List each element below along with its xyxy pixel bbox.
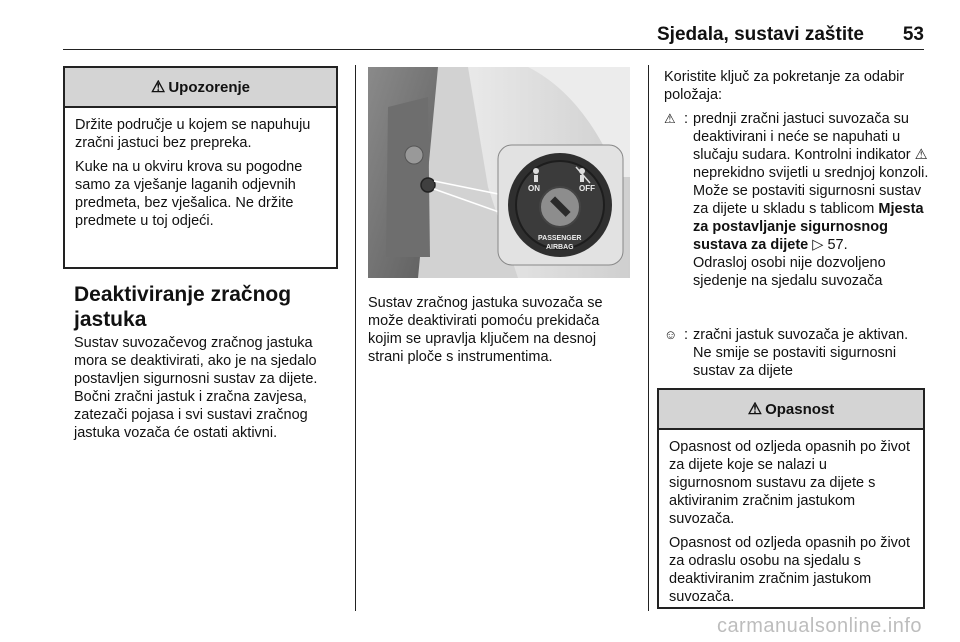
figure-caption: Sustav zračnog jastuka suvozača se može deaktivirati pomoću prekidača kojim se upravlja ključem na desnoj strani ploče s instrumentima. <box>368 295 603 365</box>
list-colon: : <box>683 327 689 343</box>
list-item-airbag-on <box>664 326 930 380</box>
danger-paragraph: Opasnost od ozljeda opasnih po život za odraslu osobu na sjedalu s deaktiviranim zračnim jastukom suvozača. <box>669 535 911 605</box>
section-heading: Deaktiviranje zračnog jastuka <box>74 283 292 331</box>
danger-box <box>657 388 925 609</box>
page-number: 53 <box>902 24 924 45</box>
header-rule <box>63 49 924 50</box>
item-text-after: Odrasloj osobi nije dozvoljeno sjedenje na sjedalu suvozača <box>693 255 886 289</box>
list-item-airbag-off <box>664 110 930 290</box>
warning-triangle-icon: ⚠ <box>747 401 763 418</box>
cross-reference-link[interactable]: Mjesta za postavljanje sigurnosnog sustava za dijete <box>693 201 924 253</box>
airbag-switch-illustration <box>368 67 630 278</box>
airbag-switch-figure <box>368 67 630 278</box>
warning-box <box>63 66 338 269</box>
list-colon: : <box>683 111 689 127</box>
warning-paragraph: Držite područje u kojem se napuhuju zračni jastuci bez prepreka. <box>75 117 311 151</box>
airbag-on-icon: ☺ <box>664 327 678 342</box>
list-item-text: zračni jastuk suvozača je aktivan. Ne smije se postaviti sigurnosni sustav za dijete <box>693 327 909 379</box>
item-text-before: prednji zračni jastuci suvozača su deaktivirani i neće se napuhati u slučaju sudara. Kontrolni indikator <box>693 111 911 163</box>
switch-label-passenger: PASSENGER <box>538 235 582 242</box>
warning-triangle-icon: ⚠ <box>150 79 166 96</box>
column-divider-left <box>355 65 356 611</box>
page-header <box>0 0 960 50</box>
header-title: Sjedala, sustavi zaštite <box>657 24 864 45</box>
indicator-airbag-off-icon: ⚠ <box>914 147 928 163</box>
section-body: Sustav suvozačevog zračnog jastuka mora se deaktivirati, ako je na sjedalo postavljen sigurnosni sustav za dijete. Bočni zračni jastuk i zračna zavjesa, zatezači pojasa i svi sustavi zračnog jastuka vozača će ostati aktivni. <box>74 335 318 441</box>
page-ref-arrow-icon: ▷ <box>812 237 824 253</box>
switch-label-on: ON <box>528 184 540 193</box>
list-item-text <box>693 110 930 290</box>
danger-box-body <box>659 430 923 618</box>
column-divider-right <box>648 65 649 611</box>
watermark: carmanualsonline.info <box>716 615 922 637</box>
page-reference[interactable]: 57. <box>827 237 848 253</box>
airbag-off-icon: ⚠ <box>664 111 676 126</box>
danger-box-header <box>659 390 923 430</box>
danger-box-title: Opasnost <box>765 400 835 418</box>
right-intro: Koristite ključ za pokretanje za odabir položaja: <box>664 69 905 103</box>
warning-box-title: Upozorenje <box>168 78 251 96</box>
switch-label-airbag: AIRBAG <box>546 244 574 251</box>
danger-paragraph: Opasnost od ozljeda opasnih po život za dijete koje se nalazi u sigurnosnom sustavu za dijete s aktiviranim zračnim jastukom suvozača. <box>669 439 911 527</box>
switch-label-off: OFF <box>579 184 595 193</box>
warning-box-body <box>65 108 336 242</box>
item-text-mid: neprekidno svijetli u srednjoj konzoli. Može se postaviti sigurnosni sustav za dijete u skladu s tablicom <box>693 165 929 217</box>
warning-paragraph: Kuke na u okviru krova su pogodne samo za vješanje laganih odjevnih predmeta, bez vješalica. Ne držite predmete u toj odjeći. <box>75 159 303 229</box>
warning-box-header <box>65 68 336 108</box>
